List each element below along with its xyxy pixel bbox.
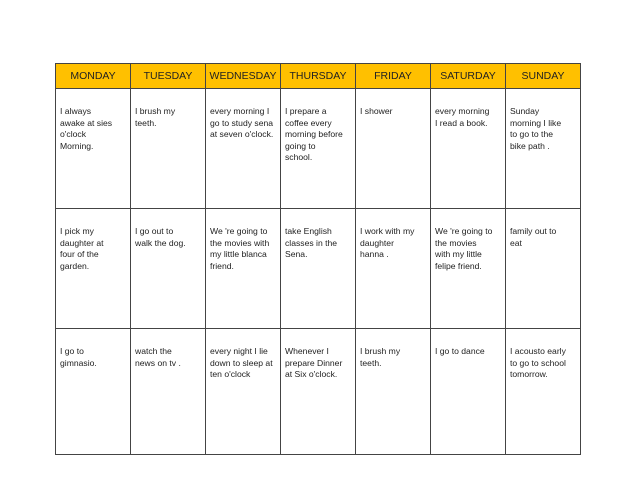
table-cell: [356, 209, 431, 329]
cell-text: every night I lie down to sleep at ten o'clock: [210, 346, 273, 379]
table-cell: [431, 89, 506, 209]
cell-text: I prepare a coffee every morning before going to school.: [285, 106, 343, 162]
cell-text: We 're going to the movies with my little blanca friend.: [210, 226, 270, 271]
cell-text: every morning I read a book.: [435, 106, 490, 128]
cell-text: I work with my daughter hanna .: [360, 226, 415, 259]
table-cell: [281, 329, 356, 455]
day-header-tuesday: TUESDAY: [131, 64, 206, 89]
cell-text: I always awake at sies o'clock Morning.: [60, 106, 113, 151]
table-row: [56, 329, 581, 455]
cell-text: watch the news on tv .: [135, 346, 181, 368]
day-header-row: [56, 64, 581, 89]
table-cell: [506, 89, 581, 209]
day-header-saturday: SATURDAY: [431, 64, 506, 89]
cell-text: I pick my daughter at four of the garden.: [60, 226, 104, 271]
table-row: [56, 89, 581, 209]
table-cell: [56, 209, 131, 329]
cell-text: take English classes in the Sena.: [285, 226, 338, 259]
table-cell: [56, 329, 131, 455]
cell-text: every morning I go to study sena at seven o'clock.: [210, 106, 274, 139]
table-cell: [56, 89, 131, 209]
cell-text: Whenever I prepare Dinner at Six o'clock.: [285, 346, 343, 379]
schedule-body: [56, 89, 581, 455]
cell-text: I brush my teeth.: [360, 346, 401, 368]
table-cell: [281, 209, 356, 329]
table-cell: [356, 329, 431, 455]
day-header-sunday: SUNDAY: [506, 64, 581, 89]
cell-text: I brush my teeth.: [135, 106, 176, 128]
table-cell: [131, 89, 206, 209]
table-cell: [506, 209, 581, 329]
table-cell: [131, 329, 206, 455]
cell-text: I go to dance: [435, 346, 485, 356]
table-row: [56, 209, 581, 329]
table-cell: [206, 89, 281, 209]
cell-text: I acousto early to go to school tomorrow.: [510, 346, 566, 379]
cell-text: We 're going to the movies with my little felipe friend.: [435, 226, 493, 271]
table-cell: [206, 329, 281, 455]
table-cell: [431, 329, 506, 455]
day-header-thursday: THURSDAY: [281, 64, 356, 89]
table-cell: [356, 89, 431, 209]
day-header-wednesday: WEDNESDAY: [206, 64, 281, 89]
cell-text: I shower: [360, 106, 393, 116]
day-header-friday: FRIDAY: [356, 64, 431, 89]
table-cell: [206, 209, 281, 329]
table-cell: [431, 209, 506, 329]
cell-text: I go out to walk the dog.: [135, 226, 186, 248]
cell-text: I go to gimnasio.: [60, 346, 97, 368]
table-cell: [131, 209, 206, 329]
schedule-header: [56, 64, 581, 89]
weekly-schedule-table: [55, 63, 581, 455]
day-header-monday: MONDAY: [56, 64, 131, 89]
table-cell: [281, 89, 356, 209]
cell-text: family out to eat: [510, 226, 557, 248]
cell-text: Sunday morning I like to go to the bike path .: [510, 106, 562, 151]
table-cell: [506, 329, 581, 455]
